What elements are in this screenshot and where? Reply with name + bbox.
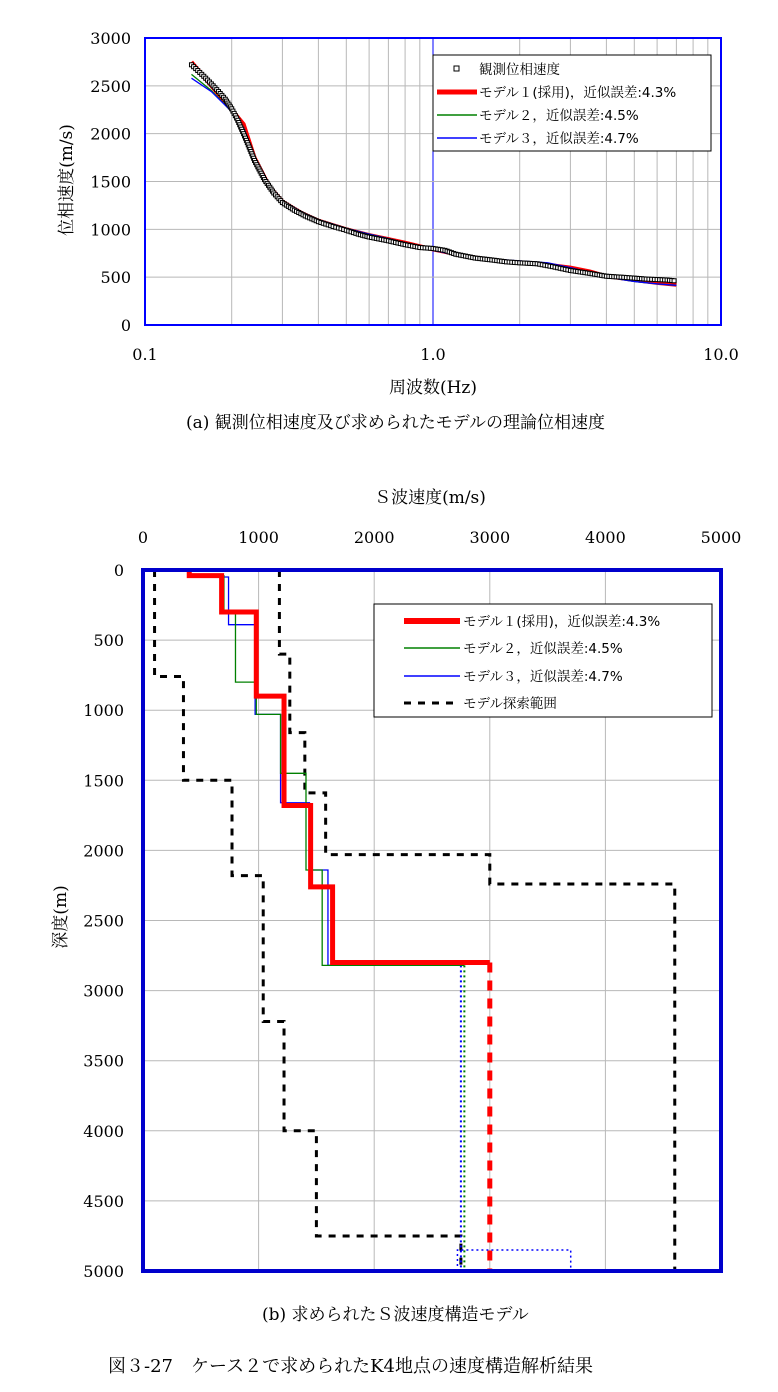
- y-tick-label: 500: [93, 631, 124, 651]
- y-tick-label: 2500: [90, 76, 131, 96]
- x-tick-label: 2000: [353, 528, 395, 547]
- figure-caption: 図３-27 ケース２で求められたK4地点の速度構造解析結果: [108, 1356, 593, 1377]
- observed-point: [672, 279, 676, 283]
- x-tick-label: 1000: [238, 528, 279, 547]
- y-tick-label: 4000: [83, 1121, 124, 1141]
- legend-label: モデル２，近似誤差:4.5%: [463, 641, 623, 657]
- y-tick-label: 1500: [83, 771, 124, 791]
- y-axis-label-a: 位相速度(m/s): [57, 124, 77, 236]
- caption-b: (b) 求められたＳ波速度構造モデル: [262, 1305, 529, 1325]
- s-wave-structure-chart: [51, 488, 741, 1325]
- y-tick-label: 2000: [83, 841, 124, 861]
- caption-a: (a) 観測位相速度及び求められたモデルの理論位相速度: [186, 413, 605, 433]
- x-tick-label: 1.0: [420, 345, 446, 364]
- y-tick-label: 5000: [83, 1262, 124, 1281]
- legend-label: 観測位相速度: [479, 62, 560, 78]
- legend-label: モデル１(採用)，近似誤差:4.3%: [463, 614, 661, 630]
- x-tick-label: 3000: [469, 528, 511, 547]
- y-tick-label: 3500: [83, 1051, 124, 1071]
- y-tick-label: 1000: [90, 220, 131, 240]
- y-tick-label: 2500: [83, 911, 124, 931]
- y-ticks-a: [90, 29, 131, 335]
- x-ticks-b: [138, 528, 741, 547]
- legend-label: モデル探索範囲: [463, 696, 557, 712]
- model3-basement-box: [457, 1250, 570, 1271]
- x-tick-label: 5000: [700, 528, 742, 547]
- phase-velocity-chart: [57, 29, 739, 433]
- legend-label: モデル１(採用)，近似誤差:4.3%: [479, 85, 677, 101]
- y-tick-label: 500: [100, 268, 131, 288]
- x-axis-label-b: Ｓ波速度(m/s): [374, 488, 486, 508]
- y-tick-label: 1500: [90, 172, 131, 192]
- legend-label: モデル２，近似誤差:4.5%: [479, 108, 639, 124]
- y-tick-label: 0: [113, 561, 124, 580]
- x-ticks-a: [132, 345, 739, 364]
- legend-a: [433, 55, 711, 151]
- y-tick-label: 4500: [83, 1191, 124, 1211]
- legend-label: モデル３，近似誤差:4.7%: [463, 669, 623, 685]
- legend-label: モデル３，近似誤差:4.7%: [479, 131, 639, 147]
- y-ticks-b: [83, 561, 124, 1281]
- y-tick-label: 3000: [83, 981, 124, 1001]
- y-tick-label: 0: [120, 316, 131, 335]
- y-tick-label: 2000: [90, 124, 131, 144]
- x-tick-label: 0: [137, 528, 149, 547]
- y-axis-label-b: 深度(m): [51, 885, 71, 949]
- legend-b: [374, 604, 712, 717]
- y-tick-label: 3000: [90, 29, 131, 48]
- x-axis-label-a: 周波数(Hz): [388, 378, 478, 398]
- x-tick-label: 10.0: [703, 345, 739, 364]
- x-tick-label: 4000: [585, 528, 626, 547]
- y-tick-label: 1000: [83, 701, 124, 721]
- x-tick-label: 0.1: [132, 345, 158, 364]
- legend-marker: [454, 66, 459, 71]
